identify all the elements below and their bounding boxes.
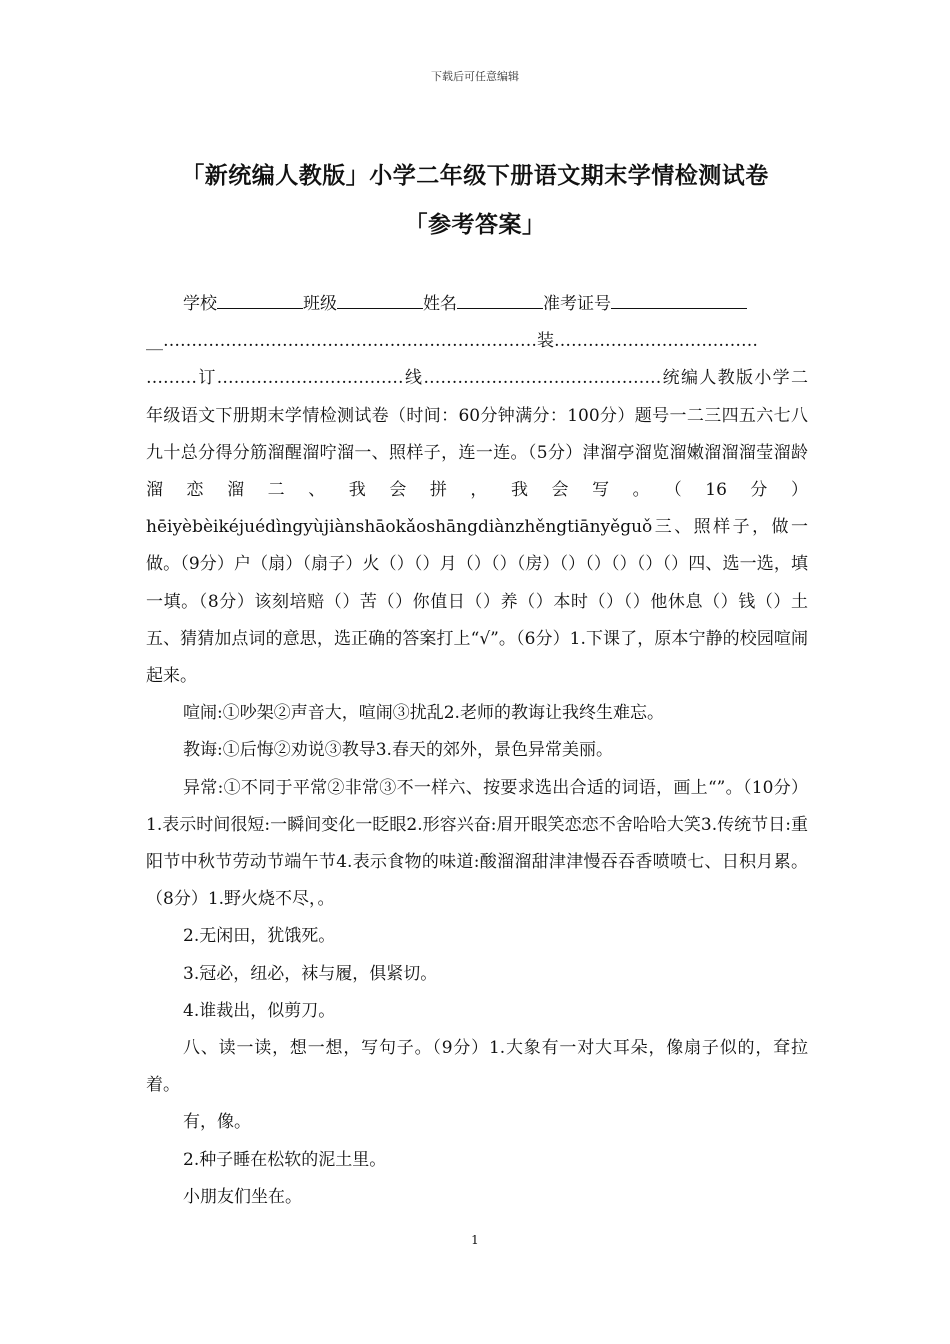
name-label: 姓名: [423, 294, 457, 314]
exam-no-label: 准考证号: [543, 294, 611, 314]
document-subtitle: 「参考答案」: [404, 212, 546, 238]
header-note: 下载后可任意编辑: [431, 70, 519, 83]
school-blank: [217, 307, 303, 309]
exam-no-blank: [611, 307, 747, 309]
name-blank: [457, 307, 543, 309]
student-info-line: [146, 286, 808, 323]
document-body: [146, 286, 808, 1216]
question-text: 小朋友们坐在。: [183, 1186, 302, 1207]
question-text: 2.无闲田，犹饿死。: [183, 926, 336, 947]
main-paragraph: ………订……………………………线……………………………………统编人教版小学二年级语文下册期末学情检测试卷（时间：60分钟满分：100分）题号一二三四五六七八九十总分得分筋溜醒溜咛溜一、照样子，连一连。（5分）津溜亭溜览溜嫩溜溜溜莹溜龄溜恋溜二、我会拼，我会写。（16分）hēiyèbèikéjuédìngyùjiànshāokǎoshāngdiànzhěngtiānyěguǒ三、照样子，做一做。（9分）户（扇）（扇子）火（）（）月（）（）（房）（）（）（）（）（）四、选一选，填一填。（8分）该刻培赔（）苦（）你值日（）养（）本时（）（）他休息（）钱（）土五、猜猜加点词的意思，选正确的答案打上“√”。（6分）1.下课了，原本宁静的校园喧闹起来。: [146, 368, 808, 687]
class-label: 班级: [303, 294, 337, 314]
document-title: 「新统编人教版」小学二年级下册语文期末学情检测试卷: [181, 163, 769, 189]
binding-dotline: __…………………………………………………………装………………………………: [146, 331, 758, 352]
question-text: 八、读一读，想一想，写句子。（9分）1.大象有一对大耳朵，像扇子似的，耷拉着。: [146, 1038, 808, 1096]
question-text: 3.冠必，纽必，袜与履，俱紧切。: [183, 963, 438, 984]
question-text: 有，像。: [183, 1112, 251, 1133]
question-text: 教诲:①后悔②劝说③教导3.春天的郊外，景色异常美丽。: [183, 740, 613, 761]
question-text: 异常:①不同于平常②非常③不一样六、按要求选出合适的词语，画上“”。（10分）1.表示时间很短:一瞬间变化一眨眼2.形容兴奋:眉开眼笑恋恋不舍哈哈大笑3.传统节日:重阳节中秋节劳动节端午节4.表示食物的味道:酸溜溜甜津津慢吞吞香喷喷七、日积月累。（8分）1.野火烧不尽，。: [146, 777, 808, 910]
page-number: 1: [471, 1233, 479, 1247]
class-blank: [337, 307, 423, 309]
question-text: 4.谁裁出，似剪刀。: [183, 1000, 336, 1021]
question-text: 喧闹:①吵架②声音大，喧闹③扰乱2.老师的教诲让我终生难忘。: [183, 703, 664, 724]
question-text: 2.种子睡在松软的泥土里。: [183, 1149, 387, 1170]
school-label: 学校: [183, 294, 217, 314]
